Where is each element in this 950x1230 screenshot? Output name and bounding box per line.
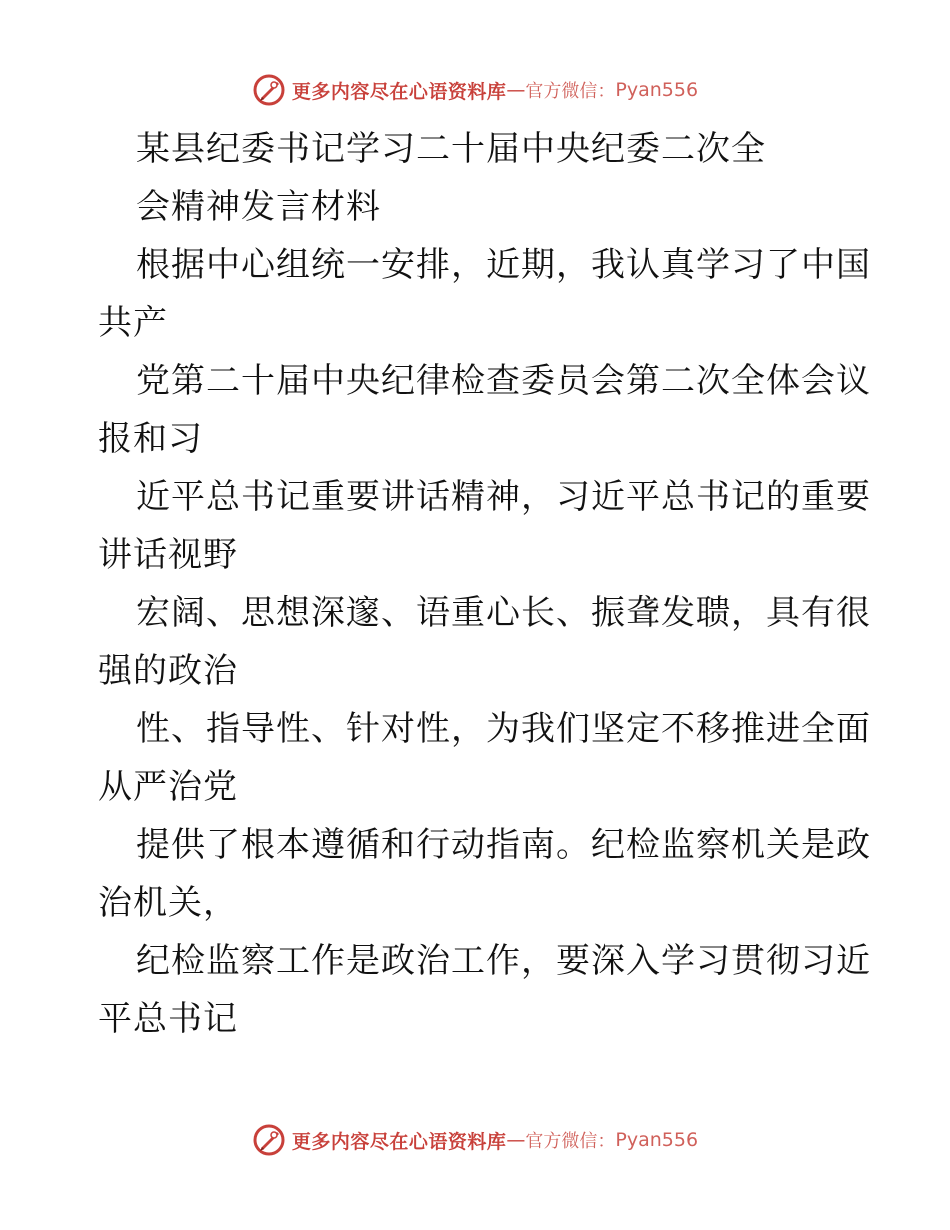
paragraph-line: 宏阔、思想深邃、语重心长、振聋发聩，具有很 — [136, 593, 871, 633]
paragraph-line: 治机关， — [98, 883, 238, 923]
paragraph-line: 近平总书记重要讲话精神，习近平总书记的重要 — [136, 477, 871, 517]
paragraph-line: 提供了根本遵循和行动指南。纪检监察机关是政 — [136, 825, 871, 865]
banner-subtitle: 官方微信： — [525, 81, 616, 102]
paragraph-line: 党第二十届中央纪律检查委员会第二次全体会议 — [136, 361, 871, 401]
document-title-line: 会精神发言材料 — [136, 187, 381, 227]
header-banner — [0, 70, 950, 110]
banner-wechat-id: Pyan556 — [615, 1129, 699, 1151]
quill-pen-logo-icon — [252, 1123, 286, 1157]
paragraph-line: 强的政治 — [98, 651, 238, 691]
paragraph-line: 共产 — [98, 303, 168, 343]
quill-pen-logo-icon — [252, 73, 286, 107]
footer-banner — [0, 1120, 950, 1160]
paragraph-line: 根据中心组统一安排，近期，我认真学习了中国 — [136, 245, 871, 285]
paragraph-line: 性、指导性、针对性，为我们坚定不移推进全面 — [136, 709, 871, 749]
paragraph-line: 讲话视野 — [98, 535, 238, 575]
paragraph-line: 从严治党 — [98, 767, 238, 807]
document-title-line: 某县纪委书记学习二十届中央纪委二次全 — [136, 129, 766, 169]
banner-subtitle: 官方微信： — [525, 1131, 616, 1152]
paragraph-line: 纪检监察工作是政治工作，要深入学习贯彻习近 — [136, 941, 871, 981]
banner-separator: — — [506, 79, 526, 101]
paragraph-line: 报和习 — [98, 419, 203, 459]
document-body — [98, 120, 871, 1048]
banner-brand-text: 更多内容尽在心语资料库 — [291, 1130, 507, 1153]
banner-brand-text: 更多内容尽在心语资料库 — [291, 80, 507, 103]
paragraph-line: 平总书记 — [98, 999, 238, 1039]
banner-separator: — — [506, 1129, 526, 1151]
banner-wechat-id: Pyan556 — [615, 79, 699, 101]
